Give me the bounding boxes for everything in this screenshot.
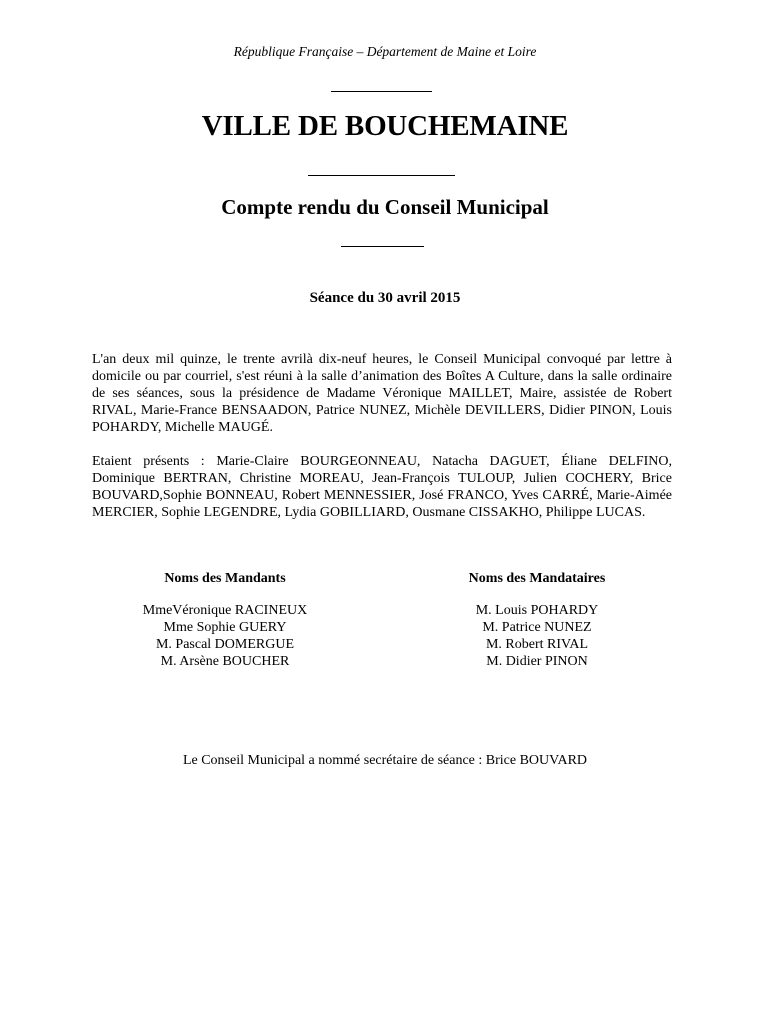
mandants-list (118, 602, 332, 670)
secretary-line: Le Conseil Municipal a nommé secrétaire de séance : Brice BOUVARD (182, 753, 588, 768)
mandant-name: M. Pascal DOMERGUE (155, 637, 295, 652)
mandant-name: MmeVéronique RACINEUX (142, 603, 308, 618)
separator-rule (341, 246, 424, 247)
city-title: VILLE DE BOUCHEMAINE (201, 110, 569, 142)
separator-rule (331, 91, 432, 92)
opening-paragraph: L'an deux mil quinze, le trente avrilà dix-neuf heures, le Conseil Municipal convoqué par lettre à domicile ou par courriel, s'est réuni à la salle d’animation des Boîtes A Culture, dans la salle ordinaire de ses séances, sous la présidence de Madame Véronique MAILLET, Maire, assistée de Robert RIVAL, Marie-France BENSAADON, Patrice NUNEZ, Michèle DEVILLERS, Didier PINON, Louis POHARDY, Michelle MAUGÉ. (92, 352, 672, 435)
mandant-name: M. Arsène BOUCHER (160, 654, 290, 669)
present-members-paragraph: Etaient présents : Marie-Claire BOURGEONNEAU, Natacha DAGUET, Éliane DELFINO, Dominique BERTRAN, Christine MOREAU, Jean-François TULOUP, Julien COCHERY, Brice BOUVARD,Sophie BONNEAU, Robert MENNESSIER, José FRANCO, Yves CARRÉ, Marie-Aimée MERCIER, Sophie LEGENDRE, Lydia GOBILLIARD, Ousmane CISSAKHO, Philippe LUCAS. (92, 454, 672, 520)
mandataire-name: M. Robert RIVAL (485, 637, 589, 652)
republic-line: République Française – Département de Maine et Loire (233, 44, 537, 59)
document-title: Compte rendu du Conseil Municipal (221, 195, 549, 219)
mandataires-list (430, 602, 644, 670)
mandant-name: Mme Sophie GUERY (163, 620, 287, 635)
mandataire-name: M. Didier PINON (486, 654, 588, 669)
session-date: Séance du 30 avril 2015 (309, 290, 461, 306)
separator-rule (308, 175, 455, 176)
mandataire-name: M. Patrice NUNEZ (482, 620, 592, 635)
mandataire-name: M. Louis POHARDY (475, 603, 599, 618)
mandataires-heading: Noms des Mandataires (468, 571, 606, 586)
mandants-heading: Noms des Mandants (164, 571, 286, 586)
